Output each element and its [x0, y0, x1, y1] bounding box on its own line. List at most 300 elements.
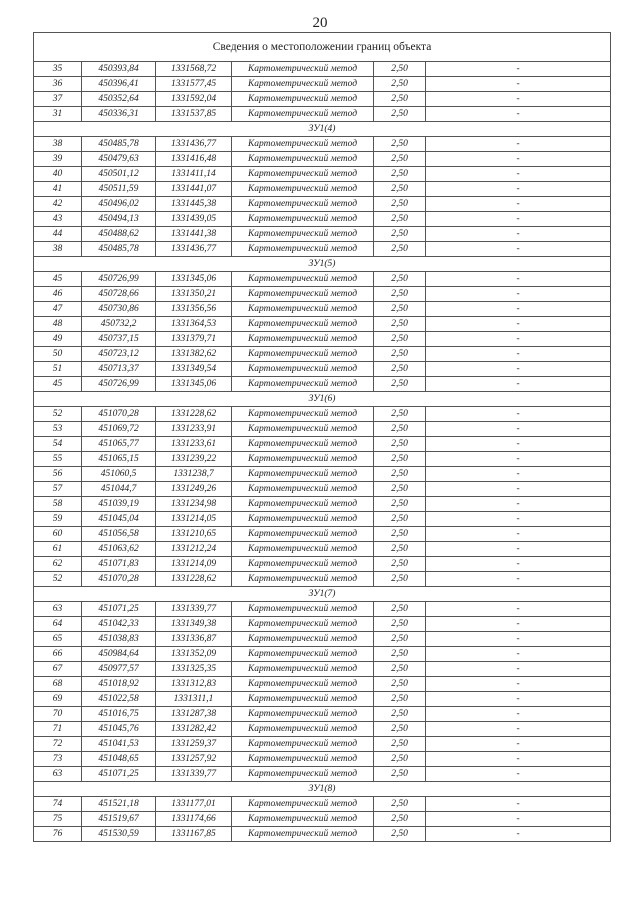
- table-row: [34, 227, 611, 242]
- coordinate-y: 1331349,38: [156, 617, 232, 632]
- description-cell: -: [426, 77, 611, 92]
- point-number: 55: [34, 452, 82, 467]
- method-cell: Картометрический метод: [232, 92, 374, 107]
- table-row: [34, 512, 611, 527]
- method-cell: Картометрический метод: [232, 827, 374, 842]
- accuracy-cell: 2,50: [374, 302, 426, 317]
- coordinate-x: 451041,53: [82, 737, 156, 752]
- coordinate-x: 451071,83: [82, 557, 156, 572]
- section-row: [34, 392, 611, 407]
- coordinate-y: 1331214,09: [156, 557, 232, 572]
- coordinate-y: 1331259,37: [156, 737, 232, 752]
- method-cell: Картометрический метод: [232, 647, 374, 662]
- table-row: [34, 692, 611, 707]
- table-row: [34, 197, 611, 212]
- table-row: [34, 737, 611, 752]
- method-cell: Картометрический метод: [232, 557, 374, 572]
- boundary-table: [33, 32, 611, 842]
- section-row: [34, 122, 611, 137]
- method-cell: Картометрический метод: [232, 617, 374, 632]
- table-row: [34, 677, 611, 692]
- coordinate-x: 451056,58: [82, 527, 156, 542]
- table-row: [34, 482, 611, 497]
- table-row: [34, 167, 611, 182]
- method-cell: Картометрический метод: [232, 632, 374, 647]
- coordinate-y: 1331239,22: [156, 452, 232, 467]
- point-number: 47: [34, 302, 82, 317]
- point-number: 45: [34, 377, 82, 392]
- coordinate-y: 1331210,65: [156, 527, 232, 542]
- table-row: [34, 572, 611, 587]
- description-cell: -: [426, 707, 611, 722]
- coordinate-x: 450479,63: [82, 152, 156, 167]
- accuracy-cell: 2,50: [374, 332, 426, 347]
- coordinate-y: 1331352,09: [156, 647, 232, 662]
- point-number: 70: [34, 707, 82, 722]
- description-cell: -: [426, 107, 611, 122]
- coordinate-y: 1331441,38: [156, 227, 232, 242]
- accuracy-cell: 2,50: [374, 62, 426, 77]
- table-row: [34, 77, 611, 92]
- accuracy-cell: 2,50: [374, 557, 426, 572]
- point-number: 60: [34, 527, 82, 542]
- method-cell: Картометрический метод: [232, 227, 374, 242]
- description-cell: -: [426, 317, 611, 332]
- method-cell: Картометрический метод: [232, 197, 374, 212]
- description-cell: -: [426, 767, 611, 782]
- description-cell: -: [426, 137, 611, 152]
- table-row: [34, 287, 611, 302]
- coordinate-x: 450396,41: [82, 77, 156, 92]
- accuracy-cell: 2,50: [374, 377, 426, 392]
- table-row: [34, 752, 611, 767]
- method-cell: Картометрический метод: [232, 167, 374, 182]
- coordinate-y: 1331228,62: [156, 572, 232, 587]
- method-cell: Картометрический метод: [232, 572, 374, 587]
- coordinate-x: 451042,33: [82, 617, 156, 632]
- coordinate-x: 450977,57: [82, 662, 156, 677]
- coordinate-x: 451063,62: [82, 542, 156, 557]
- description-cell: -: [426, 407, 611, 422]
- table-row: [34, 707, 611, 722]
- table-row: [34, 632, 611, 647]
- coordinate-x: 451521,18: [82, 797, 156, 812]
- accuracy-cell: 2,50: [374, 707, 426, 722]
- coordinate-y: 1331311,1: [156, 692, 232, 707]
- method-cell: Картометрический метод: [232, 152, 374, 167]
- accuracy-cell: 2,50: [374, 92, 426, 107]
- table-title-row: [34, 33, 611, 62]
- description-cell: -: [426, 677, 611, 692]
- point-number: 53: [34, 422, 82, 437]
- coordinate-y: 1331233,61: [156, 437, 232, 452]
- coordinate-y: 1331592,04: [156, 92, 232, 107]
- table-row: [34, 722, 611, 737]
- coordinate-y: 1331167,85: [156, 827, 232, 842]
- description-cell: -: [426, 62, 611, 77]
- description-cell: -: [426, 182, 611, 197]
- coordinate-x: 450496,02: [82, 197, 156, 212]
- description-cell: -: [426, 572, 611, 587]
- accuracy-cell: 2,50: [374, 527, 426, 542]
- coordinate-x: 450485,78: [82, 242, 156, 257]
- description-cell: -: [426, 287, 611, 302]
- accuracy-cell: 2,50: [374, 422, 426, 437]
- method-cell: Картометрический метод: [232, 62, 374, 77]
- accuracy-cell: 2,50: [374, 512, 426, 527]
- description-cell: -: [426, 827, 611, 842]
- description-cell: -: [426, 242, 611, 257]
- method-cell: Картометрический метод: [232, 452, 374, 467]
- point-number: 51: [34, 362, 82, 377]
- coordinate-x: 451070,28: [82, 407, 156, 422]
- coordinate-x: 450336,31: [82, 107, 156, 122]
- point-number: 45: [34, 272, 82, 287]
- table-row: [34, 272, 611, 287]
- coordinate-x: 450511,59: [82, 182, 156, 197]
- section-label: ЗУ1(5): [34, 257, 611, 272]
- section-label: ЗУ1(7): [34, 587, 611, 602]
- description-cell: -: [426, 362, 611, 377]
- table-row: [34, 827, 611, 842]
- section-label: ЗУ1(8): [34, 782, 611, 797]
- table-title: Сведения о местоположении границ объекта: [34, 33, 611, 62]
- coordinate-y: 1331416,48: [156, 152, 232, 167]
- accuracy-cell: 2,50: [374, 317, 426, 332]
- coordinate-y: 1331356,56: [156, 302, 232, 317]
- coordinate-x: 451071,25: [82, 602, 156, 617]
- point-number: 65: [34, 632, 82, 647]
- table-row: [34, 497, 611, 512]
- table-row: [34, 182, 611, 197]
- coordinate-x: 451016,75: [82, 707, 156, 722]
- coordinate-y: 1331287,38: [156, 707, 232, 722]
- coordinate-x: 451519,67: [82, 812, 156, 827]
- description-cell: -: [426, 197, 611, 212]
- method-cell: Картометрический метод: [232, 497, 374, 512]
- description-cell: -: [426, 692, 611, 707]
- table-row: [34, 422, 611, 437]
- table-row: [34, 362, 611, 377]
- point-number: 52: [34, 572, 82, 587]
- method-cell: Картометрический метод: [232, 437, 374, 452]
- coordinate-x: 450723,12: [82, 347, 156, 362]
- accuracy-cell: 2,50: [374, 767, 426, 782]
- table-row: [34, 302, 611, 317]
- description-cell: -: [426, 272, 611, 287]
- accuracy-cell: 2,50: [374, 362, 426, 377]
- accuracy-cell: 2,50: [374, 692, 426, 707]
- coordinate-x: 450352,64: [82, 92, 156, 107]
- method-cell: Картометрический метод: [232, 767, 374, 782]
- coordinate-x: 451022,58: [82, 692, 156, 707]
- accuracy-cell: 2,50: [374, 452, 426, 467]
- accuracy-cell: 2,50: [374, 482, 426, 497]
- accuracy-cell: 2,50: [374, 797, 426, 812]
- accuracy-cell: 2,50: [374, 107, 426, 122]
- coordinate-y: 1331339,77: [156, 602, 232, 617]
- accuracy-cell: 2,50: [374, 272, 426, 287]
- description-cell: -: [426, 542, 611, 557]
- description-cell: -: [426, 617, 611, 632]
- method-cell: Картометрический метод: [232, 272, 374, 287]
- accuracy-cell: 2,50: [374, 662, 426, 677]
- method-cell: Картометрический метод: [232, 332, 374, 347]
- coordinate-y: 1331177,01: [156, 797, 232, 812]
- coordinate-y: 1331233,91: [156, 422, 232, 437]
- coordinate-y: 1331234,98: [156, 497, 232, 512]
- table-row: [34, 767, 611, 782]
- description-cell: -: [426, 437, 611, 452]
- table-row: [34, 602, 611, 617]
- accuracy-cell: 2,50: [374, 812, 426, 827]
- accuracy-cell: 2,50: [374, 197, 426, 212]
- coordinate-y: 1331577,45: [156, 77, 232, 92]
- coordinate-x: 451045,76: [82, 722, 156, 737]
- method-cell: Картометрический метод: [232, 377, 374, 392]
- table-row: [34, 542, 611, 557]
- point-number: 38: [34, 137, 82, 152]
- coordinate-y: 1331339,77: [156, 767, 232, 782]
- description-cell: -: [426, 752, 611, 767]
- method-cell: Картометрический метод: [232, 242, 374, 257]
- table-row: [34, 797, 611, 812]
- description-cell: -: [426, 737, 611, 752]
- coordinate-x: 450984,64: [82, 647, 156, 662]
- coordinate-x: 451060,5: [82, 467, 156, 482]
- table-row: [34, 137, 611, 152]
- coordinate-y: 1331568,72: [156, 62, 232, 77]
- coordinate-x: 450726,99: [82, 377, 156, 392]
- table-row: [34, 467, 611, 482]
- coordinate-y: 1331345,06: [156, 272, 232, 287]
- coordinate-y: 1331436,77: [156, 137, 232, 152]
- accuracy-cell: 2,50: [374, 437, 426, 452]
- page-number: 20: [312, 15, 328, 31]
- point-number: 37: [34, 92, 82, 107]
- description-cell: -: [426, 482, 611, 497]
- point-number: 63: [34, 602, 82, 617]
- description-cell: -: [426, 152, 611, 167]
- coordinate-x: 450737,15: [82, 332, 156, 347]
- coordinate-x: 450732,2: [82, 317, 156, 332]
- method-cell: Картометрический метод: [232, 722, 374, 737]
- point-number: 43: [34, 212, 82, 227]
- table-row: [34, 107, 611, 122]
- point-number: 56: [34, 467, 82, 482]
- point-number: 46: [34, 287, 82, 302]
- point-number: 63: [34, 767, 82, 782]
- table-row: [34, 527, 611, 542]
- table-row: [34, 377, 611, 392]
- description-cell: -: [426, 647, 611, 662]
- method-cell: Картометрический метод: [232, 287, 374, 302]
- coordinate-y: 1331249,26: [156, 482, 232, 497]
- method-cell: Картометрический метод: [232, 467, 374, 482]
- description-cell: -: [426, 497, 611, 512]
- coordinate-y: 1331349,54: [156, 362, 232, 377]
- table-row: [34, 812, 611, 827]
- accuracy-cell: 2,50: [374, 572, 426, 587]
- point-number: 38: [34, 242, 82, 257]
- point-number: 74: [34, 797, 82, 812]
- accuracy-cell: 2,50: [374, 152, 426, 167]
- accuracy-cell: 2,50: [374, 287, 426, 302]
- accuracy-cell: 2,50: [374, 407, 426, 422]
- accuracy-cell: 2,50: [374, 467, 426, 482]
- point-number: 61: [34, 542, 82, 557]
- coordinate-y: 1331350,21: [156, 287, 232, 302]
- point-number: 73: [34, 752, 82, 767]
- description-cell: -: [426, 722, 611, 737]
- coordinate-x: 450713,37: [82, 362, 156, 377]
- description-cell: -: [426, 557, 611, 572]
- table-row: [34, 452, 611, 467]
- description-cell: -: [426, 167, 611, 182]
- accuracy-cell: 2,50: [374, 827, 426, 842]
- table-row: [34, 152, 611, 167]
- method-cell: Картометрический метод: [232, 347, 374, 362]
- point-number: 48: [34, 317, 82, 332]
- point-number: 71: [34, 722, 82, 737]
- method-cell: Картометрический метод: [232, 407, 374, 422]
- point-number: 31: [34, 107, 82, 122]
- coordinate-x: 450488,62: [82, 227, 156, 242]
- coordinate-x: 450726,99: [82, 272, 156, 287]
- coordinate-x: 450501,12: [82, 167, 156, 182]
- point-number: 59: [34, 512, 82, 527]
- coordinate-x: 451530,59: [82, 827, 156, 842]
- coordinate-y: 1331445,38: [156, 197, 232, 212]
- description-cell: -: [426, 332, 611, 347]
- coordinate-y: 1331441,07: [156, 182, 232, 197]
- description-cell: -: [426, 302, 611, 317]
- coordinate-y: 1331364,53: [156, 317, 232, 332]
- point-number: 75: [34, 812, 82, 827]
- accuracy-cell: 2,50: [374, 227, 426, 242]
- coordinate-y: 1331345,06: [156, 377, 232, 392]
- section-row: [34, 782, 611, 797]
- coordinate-x: 451065,15: [82, 452, 156, 467]
- description-cell: -: [426, 467, 611, 482]
- method-cell: Картометрический метод: [232, 752, 374, 767]
- description-cell: -: [426, 212, 611, 227]
- accuracy-cell: 2,50: [374, 617, 426, 632]
- coordinate-y: 1331325,35: [156, 662, 232, 677]
- point-number: 66: [34, 647, 82, 662]
- coordinate-y: 1331214,05: [156, 512, 232, 527]
- coordinate-x: 450485,78: [82, 137, 156, 152]
- method-cell: Картометрический метод: [232, 482, 374, 497]
- table-row: [34, 647, 611, 662]
- accuracy-cell: 2,50: [374, 542, 426, 557]
- coordinate-x: 451071,25: [82, 767, 156, 782]
- accuracy-cell: 2,50: [374, 77, 426, 92]
- point-number: 35: [34, 62, 82, 77]
- method-cell: Картометрический метод: [232, 602, 374, 617]
- coordinate-x: 450730,86: [82, 302, 156, 317]
- description-cell: -: [426, 527, 611, 542]
- accuracy-cell: 2,50: [374, 242, 426, 257]
- point-number: 42: [34, 197, 82, 212]
- table-row: [34, 347, 611, 362]
- method-cell: Картометрический метод: [232, 707, 374, 722]
- table-row: [34, 437, 611, 452]
- accuracy-cell: 2,50: [374, 137, 426, 152]
- description-cell: -: [426, 92, 611, 107]
- accuracy-cell: 2,50: [374, 602, 426, 617]
- coordinate-x: 451045,04: [82, 512, 156, 527]
- point-number: 54: [34, 437, 82, 452]
- table-row: [34, 212, 611, 227]
- point-number: 39: [34, 152, 82, 167]
- coordinate-x: 451038,83: [82, 632, 156, 647]
- coordinate-y: 1331537,85: [156, 107, 232, 122]
- point-number: 36: [34, 77, 82, 92]
- description-cell: -: [426, 377, 611, 392]
- method-cell: Картометрический метод: [232, 812, 374, 827]
- point-number: 67: [34, 662, 82, 677]
- point-number: 58: [34, 497, 82, 512]
- coordinate-y: 1331379,71: [156, 332, 232, 347]
- method-cell: Картометрический метод: [232, 212, 374, 227]
- point-number: 49: [34, 332, 82, 347]
- coordinate-y: 1331228,62: [156, 407, 232, 422]
- description-cell: -: [426, 512, 611, 527]
- accuracy-cell: 2,50: [374, 632, 426, 647]
- coordinate-y: 1331312,83: [156, 677, 232, 692]
- accuracy-cell: 2,50: [374, 677, 426, 692]
- coordinate-y: 1331439,05: [156, 212, 232, 227]
- point-number: 52: [34, 407, 82, 422]
- description-cell: -: [426, 812, 611, 827]
- method-cell: Картометрический метод: [232, 137, 374, 152]
- description-cell: -: [426, 227, 611, 242]
- table-body: [34, 33, 611, 842]
- point-number: 41: [34, 182, 82, 197]
- accuracy-cell: 2,50: [374, 647, 426, 662]
- point-number: 68: [34, 677, 82, 692]
- table-row: [34, 92, 611, 107]
- coordinate-y: 1331174,66: [156, 812, 232, 827]
- description-cell: -: [426, 662, 611, 677]
- method-cell: Картометрический метод: [232, 317, 374, 332]
- table-row: [34, 617, 611, 632]
- accuracy-cell: 2,50: [374, 182, 426, 197]
- table-row: [34, 407, 611, 422]
- table-row: [34, 242, 611, 257]
- coordinate-y: 1331212,24: [156, 542, 232, 557]
- accuracy-cell: 2,50: [374, 212, 426, 227]
- method-cell: Картометрический метод: [232, 662, 374, 677]
- section-label: ЗУ1(6): [34, 392, 611, 407]
- description-cell: -: [426, 422, 611, 437]
- method-cell: Картометрический метод: [232, 527, 374, 542]
- method-cell: Картометрический метод: [232, 302, 374, 317]
- method-cell: Картометрический метод: [232, 512, 374, 527]
- point-number: 44: [34, 227, 82, 242]
- coordinate-x: 450393,84: [82, 62, 156, 77]
- accuracy-cell: 2,50: [374, 347, 426, 362]
- coordinate-y: 1331336,87: [156, 632, 232, 647]
- point-number: 64: [34, 617, 82, 632]
- section-row: [34, 257, 611, 272]
- coordinate-y: 1331282,42: [156, 722, 232, 737]
- method-cell: Картометрический метод: [232, 542, 374, 557]
- description-cell: -: [426, 797, 611, 812]
- description-cell: -: [426, 452, 611, 467]
- description-cell: -: [426, 602, 611, 617]
